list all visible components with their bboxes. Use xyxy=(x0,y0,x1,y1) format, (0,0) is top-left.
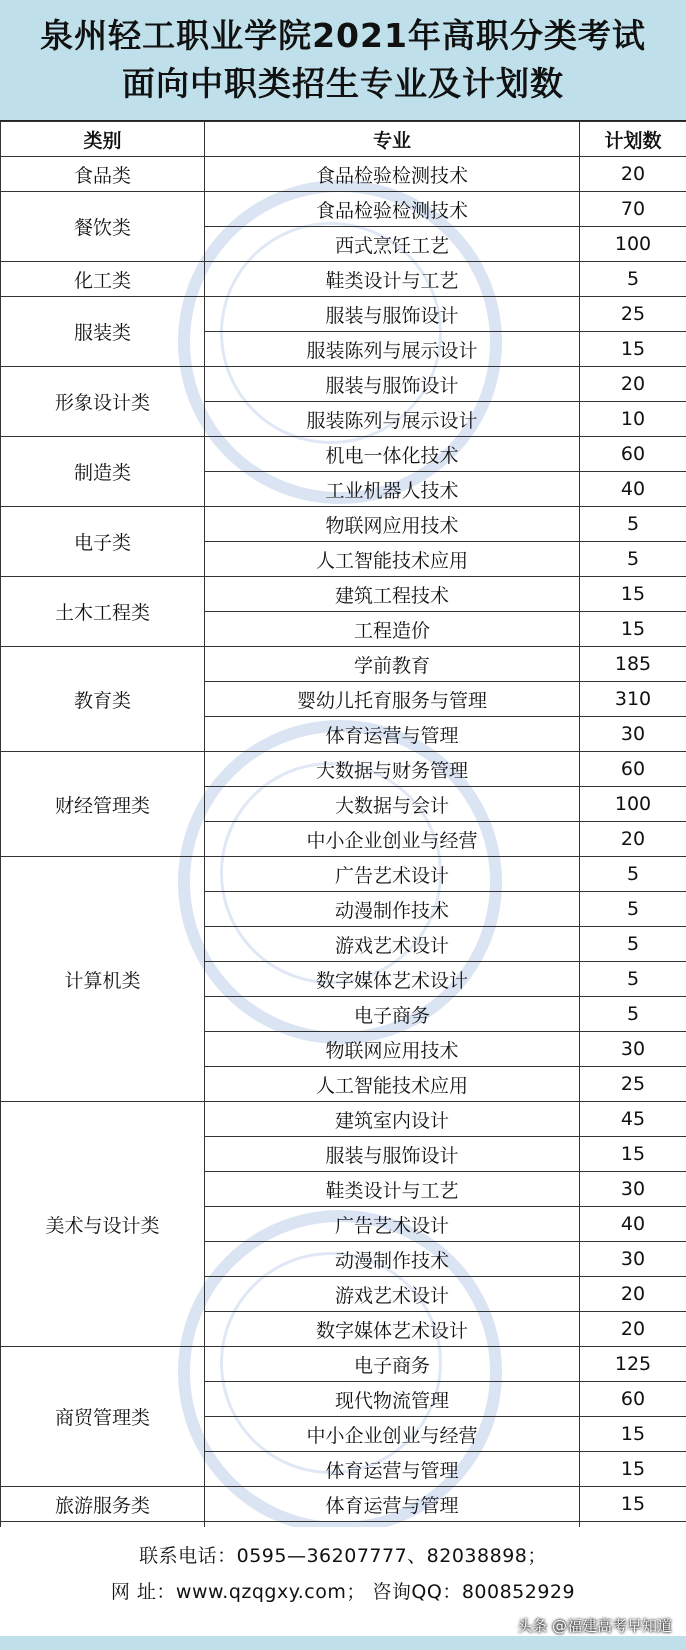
category-cell: 旅游服务类 xyxy=(1,1487,205,1522)
table-row xyxy=(1,192,686,227)
table-row xyxy=(1,857,686,892)
major-cell: 数字媒体艺术设计 xyxy=(205,1312,580,1347)
source-watermark-tag: 头条 @福建高考早知道 xyxy=(517,1617,672,1635)
quota-cell: 30 xyxy=(580,1242,686,1277)
quota-cell: 15 xyxy=(580,612,686,647)
major-cell: 服装陈列与展示设计 xyxy=(205,402,580,437)
major-cell: 物联网应用技术 xyxy=(205,507,580,542)
major-cell: 大数据与财务管理 xyxy=(205,752,580,787)
website-qq-line: 网 址：www.qzqgxy.com； 咨询QQ：800852929 xyxy=(110,1581,576,1603)
major-cell: 体育运营与管理 xyxy=(205,717,580,752)
table-row xyxy=(1,1347,686,1382)
major-cell: 游戏艺术设计 xyxy=(205,1277,580,1312)
table-row xyxy=(1,297,686,332)
major-cell: 鞋类设计与工艺 xyxy=(205,1172,580,1207)
contact-phone-line: 联系电话：0595—36207777、82038898； xyxy=(139,1545,547,1567)
major-cell: 工程造价 xyxy=(205,612,580,647)
quota-cell: 60 xyxy=(580,1382,686,1417)
major-cell: 人工智能技术应用 xyxy=(205,542,580,577)
category-cell: 计算机类 xyxy=(1,857,205,1102)
major-cell: 动漫制作技术 xyxy=(205,1242,580,1277)
quota-cell: 15 xyxy=(580,1452,686,1487)
quota-cell: 310 xyxy=(580,682,686,717)
quota-cell: 25 xyxy=(580,297,686,332)
quota-cell: 5 xyxy=(580,997,686,1032)
major-cell: 动漫制作技术 xyxy=(205,892,580,927)
major-cell: 建筑室内设计 xyxy=(205,1102,580,1137)
quota-cell: 60 xyxy=(580,752,686,787)
major-cell: 广告艺术设计 xyxy=(205,1207,580,1242)
table-row xyxy=(1,577,686,612)
quota-cell: 5 xyxy=(580,507,686,542)
column-header-category: 类别 xyxy=(1,122,205,157)
quota-cell: 15 xyxy=(580,1487,686,1522)
quota-cell: 15 xyxy=(580,1137,686,1172)
quota-cell: 30 xyxy=(580,1172,686,1207)
category-cell: 制造类 xyxy=(1,437,205,507)
table-row xyxy=(1,367,686,402)
table-row xyxy=(1,1487,686,1522)
quota-cell: 5 xyxy=(580,962,686,997)
quota-cell: 70 xyxy=(580,192,686,227)
category-cell: 土木工程类 xyxy=(1,577,205,647)
major-cell: 游戏艺术设计 xyxy=(205,927,580,962)
major-cell: 物联网应用技术 xyxy=(205,1032,580,1067)
document-footer xyxy=(0,1527,686,1650)
major-cell: 机电一体化技术 xyxy=(205,437,580,472)
table-row xyxy=(1,1102,686,1137)
quota-cell: 5 xyxy=(580,542,686,577)
quota-cell: 5 xyxy=(580,892,686,927)
table-body xyxy=(1,157,686,1557)
quota-cell: 45 xyxy=(580,1102,686,1137)
category-cell: 化工类 xyxy=(1,262,205,297)
footer-color-strip xyxy=(0,1636,686,1650)
major-cell: 鞋类设计与工艺 xyxy=(205,262,580,297)
quota-cell: 60 xyxy=(580,437,686,472)
major-cell: 服装陈列与展示设计 xyxy=(205,332,580,367)
title-line-1: 泉州轻工职业学院2021年高职分类考试 xyxy=(40,16,646,55)
major-cell: 大数据与会计 xyxy=(205,787,580,822)
category-cell: 美术与设计类 xyxy=(1,1102,205,1347)
major-cell: 电子商务 xyxy=(205,1347,580,1382)
table-row xyxy=(1,752,686,787)
major-cell: 服装与服饰设计 xyxy=(205,1137,580,1172)
table-row xyxy=(1,647,686,682)
major-cell: 服装与服饰设计 xyxy=(205,367,580,402)
category-cell: 教育类 xyxy=(1,647,205,752)
table-row xyxy=(1,157,686,192)
major-cell: 中小企业创业与经营 xyxy=(205,1417,580,1452)
quota-cell: 125 xyxy=(580,1347,686,1382)
table-header-row xyxy=(1,122,686,157)
major-cell: 婴幼儿托育服务与管理 xyxy=(205,682,580,717)
major-cell: 食品检验检测技术 xyxy=(205,192,580,227)
table-row xyxy=(1,262,686,297)
major-cell: 电子商务 xyxy=(205,997,580,1032)
quota-cell: 10 xyxy=(580,402,686,437)
category-cell: 财经管理类 xyxy=(1,752,205,857)
major-cell: 食品检验检测技术 xyxy=(205,157,580,192)
category-cell: 电子类 xyxy=(1,507,205,577)
major-cell: 建筑工程技术 xyxy=(205,577,580,612)
quota-cell: 25 xyxy=(580,1067,686,1102)
category-cell: 餐饮类 xyxy=(1,192,205,262)
major-cell: 工业机器人技术 xyxy=(205,472,580,507)
quota-cell: 20 xyxy=(580,157,686,192)
quota-cell: 15 xyxy=(580,1417,686,1452)
column-header-major: 专业 xyxy=(205,122,580,157)
category-cell: 商贸管理类 xyxy=(1,1347,205,1487)
quota-cell: 40 xyxy=(580,1207,686,1242)
quota-cell: 40 xyxy=(580,472,686,507)
table-row xyxy=(1,437,686,472)
quota-cell: 15 xyxy=(580,332,686,367)
quota-cell: 100 xyxy=(580,787,686,822)
major-cell: 服装与服饰设计 xyxy=(205,297,580,332)
major-cell: 体育运营与管理 xyxy=(205,1452,580,1487)
category-cell: 服装类 xyxy=(1,297,205,367)
quota-cell: 5 xyxy=(580,857,686,892)
quota-cell: 20 xyxy=(580,367,686,402)
quota-cell: 185 xyxy=(580,647,686,682)
major-cell: 数字媒体艺术设计 xyxy=(205,962,580,997)
quota-cell: 5 xyxy=(580,927,686,962)
document-header xyxy=(0,0,686,122)
quota-cell: 5 xyxy=(580,262,686,297)
enrollment-table xyxy=(0,121,686,1557)
major-cell: 广告艺术设计 xyxy=(205,857,580,892)
major-cell: 现代物流管理 xyxy=(205,1382,580,1417)
major-cell: 学前教育 xyxy=(205,647,580,682)
table-row xyxy=(1,507,686,542)
category-cell: 食品类 xyxy=(1,157,205,192)
quota-cell: 100 xyxy=(580,227,686,262)
column-header-quota: 计划数 xyxy=(580,122,686,157)
quota-cell: 30 xyxy=(580,717,686,752)
quota-cell: 20 xyxy=(580,822,686,857)
quota-cell: 20 xyxy=(580,1312,686,1347)
quota-cell: 15 xyxy=(580,577,686,612)
title-line-2: 面向中职类招生专业及计划数 xyxy=(122,64,564,103)
major-cell: 体育运营与管理 xyxy=(205,1487,580,1522)
major-cell: 中小企业创业与经营 xyxy=(205,822,580,857)
quota-cell: 20 xyxy=(580,1277,686,1312)
major-cell: 人工智能技术应用 xyxy=(205,1067,580,1102)
quota-cell: 30 xyxy=(580,1032,686,1067)
major-cell: 西式烹饪工艺 xyxy=(205,227,580,262)
category-cell: 形象设计类 xyxy=(1,367,205,437)
